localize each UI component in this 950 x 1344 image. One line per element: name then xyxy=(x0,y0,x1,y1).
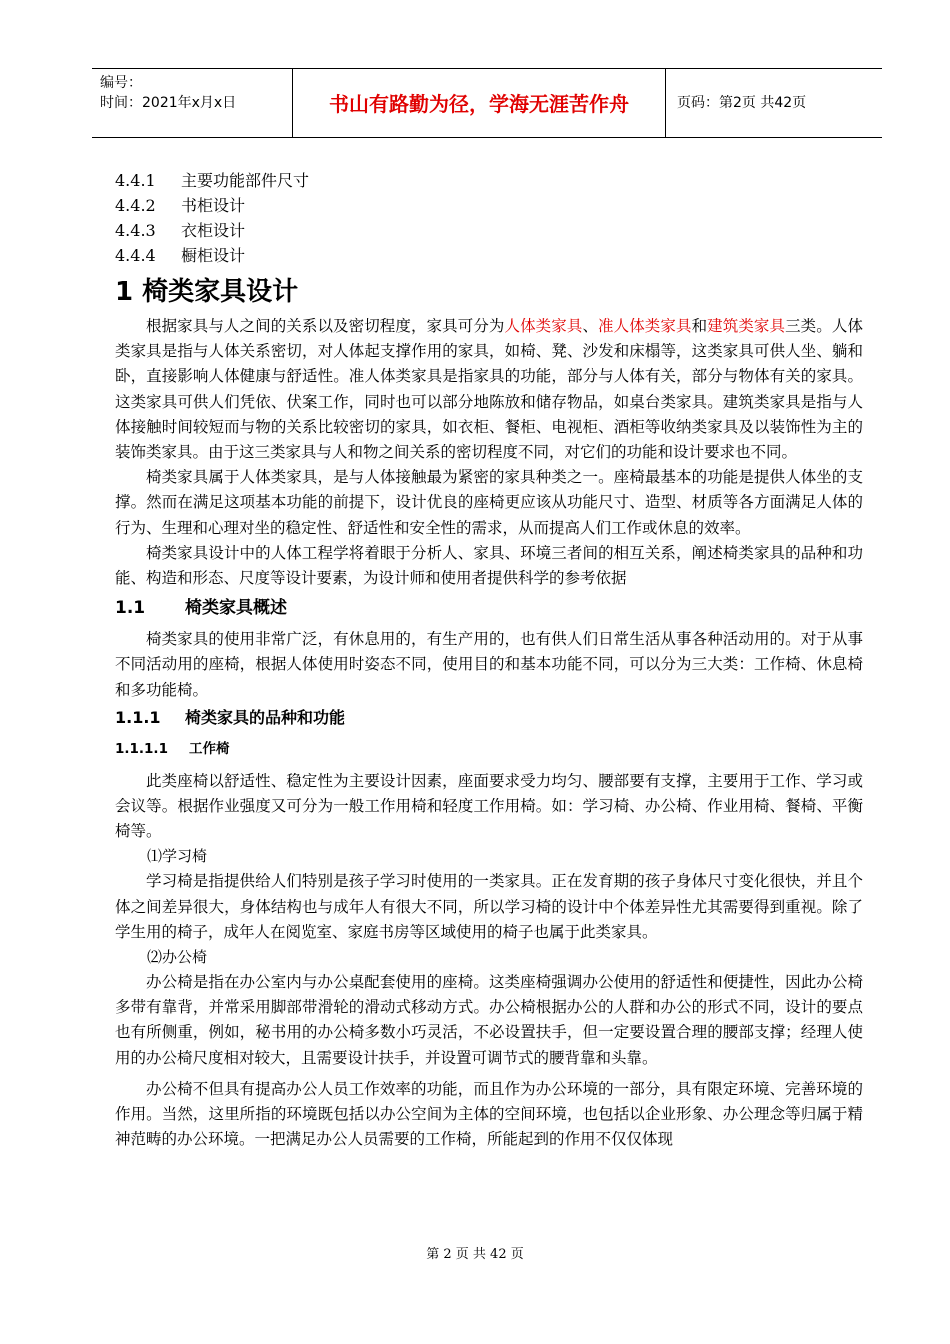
page-footer: 第 2 页 共 42 页 xyxy=(426,1247,524,1262)
section-number: 1.1 xyxy=(115,598,146,619)
toc-title: 书柜设计 xyxy=(181,196,246,215)
toc-item xyxy=(115,168,863,193)
chapter-heading xyxy=(115,274,863,310)
intro-text: 三类。人体类家具是指与人体关系密切，对人体起支撑作用的家具，如椅、凳、沙发和床榻等，这类家具可供人坐、躺和卧，直接影响人体健康与舒适性。准人体类家具是指家具的功能，部分与人体有关，部分与物体有关的家具。这类家具可供人们凭依、伏案工作，同时也可以部分地陈放和储存物品，如桌台类家具。建筑类家具是指与人体接触时间较短而与物的关系比较密切的家具，如衣柜、餐柜、电视柜、酒柜等收纳类家具及以装饰性为主的装饰类家具。由于这三类家具与人和物之间关系的密切程度不同，对它们的功能和设计要求也不同。 xyxy=(115,317,863,462)
study-chair-paragraph: 学习椅是指提供给人们特别是孩子学习时使用的一类家具。正在发育期的孩子身体尺寸变化很快，并且个体之间差异很大，身体结构也与成年人有很大不同，所以学习椅的设计中个体差异性尤其需要得到重视。除了学生用的椅子，成年人在阅览室、家庭书房等区域使用的椅子也属于此类家具。 xyxy=(115,872,863,941)
subsubsection-heading xyxy=(115,737,863,761)
section-paragraph: 椅类家具的使用非常广泛，有休息用的，有生产用的，也有供人们日常生活从事各种活动用的。对于从事不同活动用的座椅，根据人体使用时姿态不同，使用目的和基本功能不同，可以分为三大类：工作椅、休息椅和多功能椅。 xyxy=(115,630,863,699)
chapter-number: 1 xyxy=(115,277,134,307)
toc-number: 4.4.3 xyxy=(115,221,156,240)
header-meta-cell xyxy=(92,69,293,137)
toc-title: 衣柜设计 xyxy=(181,221,246,240)
term-architectural-furniture: 建筑类家具 xyxy=(707,317,786,335)
toc-number: 4.4.1 xyxy=(115,171,156,190)
section-title: 椅类家具概述 xyxy=(185,598,287,619)
toc-title: 橱柜设计 xyxy=(181,246,246,265)
work-chair-paragraph: 此类座椅以舒适性、稳定性为主要设计因素，座面要求受力均匀、腰部要有支撑，主要用于工作、学习或会议等。根据作业强度又可分为一般工作用椅和轻度工作用椅。如：学习椅、办公椅、作业用椅、餐椅、平衡椅等。 xyxy=(115,771,863,841)
intro-paragraph-3: 椅类家具设计中的人体工程学将着眼于分析人、家具、环境三者间的相互关系，阐述椅类家具的品种和功能、构造和形态、尺度等设计要素，为设计师和使用者提供科学的参考依据 xyxy=(115,543,863,588)
subsubsection-number: 1.1.1.1 xyxy=(115,740,168,757)
office-chair-label: ⑵办公椅 xyxy=(147,948,208,967)
office-chair-paragraph-1: 办公椅是指在办公室内与办公桌配套使用的座椅。这类座椅强调办公使用的舒适性和便捷性，因此办公椅多带有靠背，并常采用脚部带滑轮的滑动式移动方式。办公椅根据办公的人群和办公的形式不同，设计的要点也有所侧重，例如，秘书用的办公椅多数小巧灵活，不必设置扶手，但一定要设置合理的腰部支撑；经理人使用的办公椅尺度相对较大，且需要设计扶手，并设置可调节式的腰背靠和头靠。 xyxy=(115,973,863,1067)
toc-number: 4.4.2 xyxy=(115,196,156,215)
header-page-info: 页码：第2页 共42页 xyxy=(677,95,807,111)
subsubsection-title: 工作椅 xyxy=(189,740,230,757)
intro-paragraph-1 xyxy=(115,314,863,465)
subsection-number: 1.1.1 xyxy=(115,707,161,727)
time-label: 时间：2021年x月x日 xyxy=(100,95,237,111)
intro-text: 根据家具与人之间的关系以及密切程度，家具可分为 xyxy=(146,317,505,335)
toc-item xyxy=(115,193,863,218)
subsection-heading xyxy=(115,705,863,731)
header-motto-cell xyxy=(293,69,666,137)
term-human-furniture: 人体类家具 xyxy=(504,317,583,335)
term-quasi-human-furniture: 准人体类家具 xyxy=(598,317,692,335)
document-body xyxy=(115,168,863,1152)
separator: 、 xyxy=(582,317,599,335)
office-chair-paragraph-2: 办公椅不但具有提高办公人员工作效率的功能，而且作为办公环境的一部分，具有限定环境、完善环境的作用。当然，这里所指的环境既包括以办公空间为主体的空间环境，也包括以企业形象、办公理念等归属于精神范畴的办公环境。一把满足办公人员需要的工作椅，所能起到的作用不仅仅体现 xyxy=(115,1079,863,1149)
toc-item xyxy=(115,243,863,268)
subsection-title: 椅类家具的品种和功能 xyxy=(185,707,346,727)
chapter-title: 椅类家具设计 xyxy=(142,277,299,307)
document-header xyxy=(92,68,882,138)
toc-title: 主要功能部件尺寸 xyxy=(181,171,310,190)
header-motto: 书山有路勤为径，学海无涯苦作舟 xyxy=(329,92,629,116)
study-chair-label: ⑴学习椅 xyxy=(147,847,208,866)
toc-item xyxy=(115,218,863,243)
serial-label: 编号： xyxy=(100,75,142,91)
toc-number: 4.4.4 xyxy=(115,246,156,265)
header-page-cell xyxy=(667,69,882,137)
intro-paragraph-2: 椅类家具属于人体类家具，是与人体接触最为紧密的家具种类之一。座椅最基本的功能是提供人体坐的支撑。然而在满足这项基本功能的前提下，设计优良的座椅更应该从功能尺寸、造型、材质等各方面满足人体的行为、生理和心理对坐的稳定性、舒适性和安全性的需求，从而提高人们工作或休息的效率。 xyxy=(115,468,863,537)
separator: 和 xyxy=(691,317,708,335)
section-heading xyxy=(115,595,863,621)
toc-list xyxy=(115,168,863,268)
